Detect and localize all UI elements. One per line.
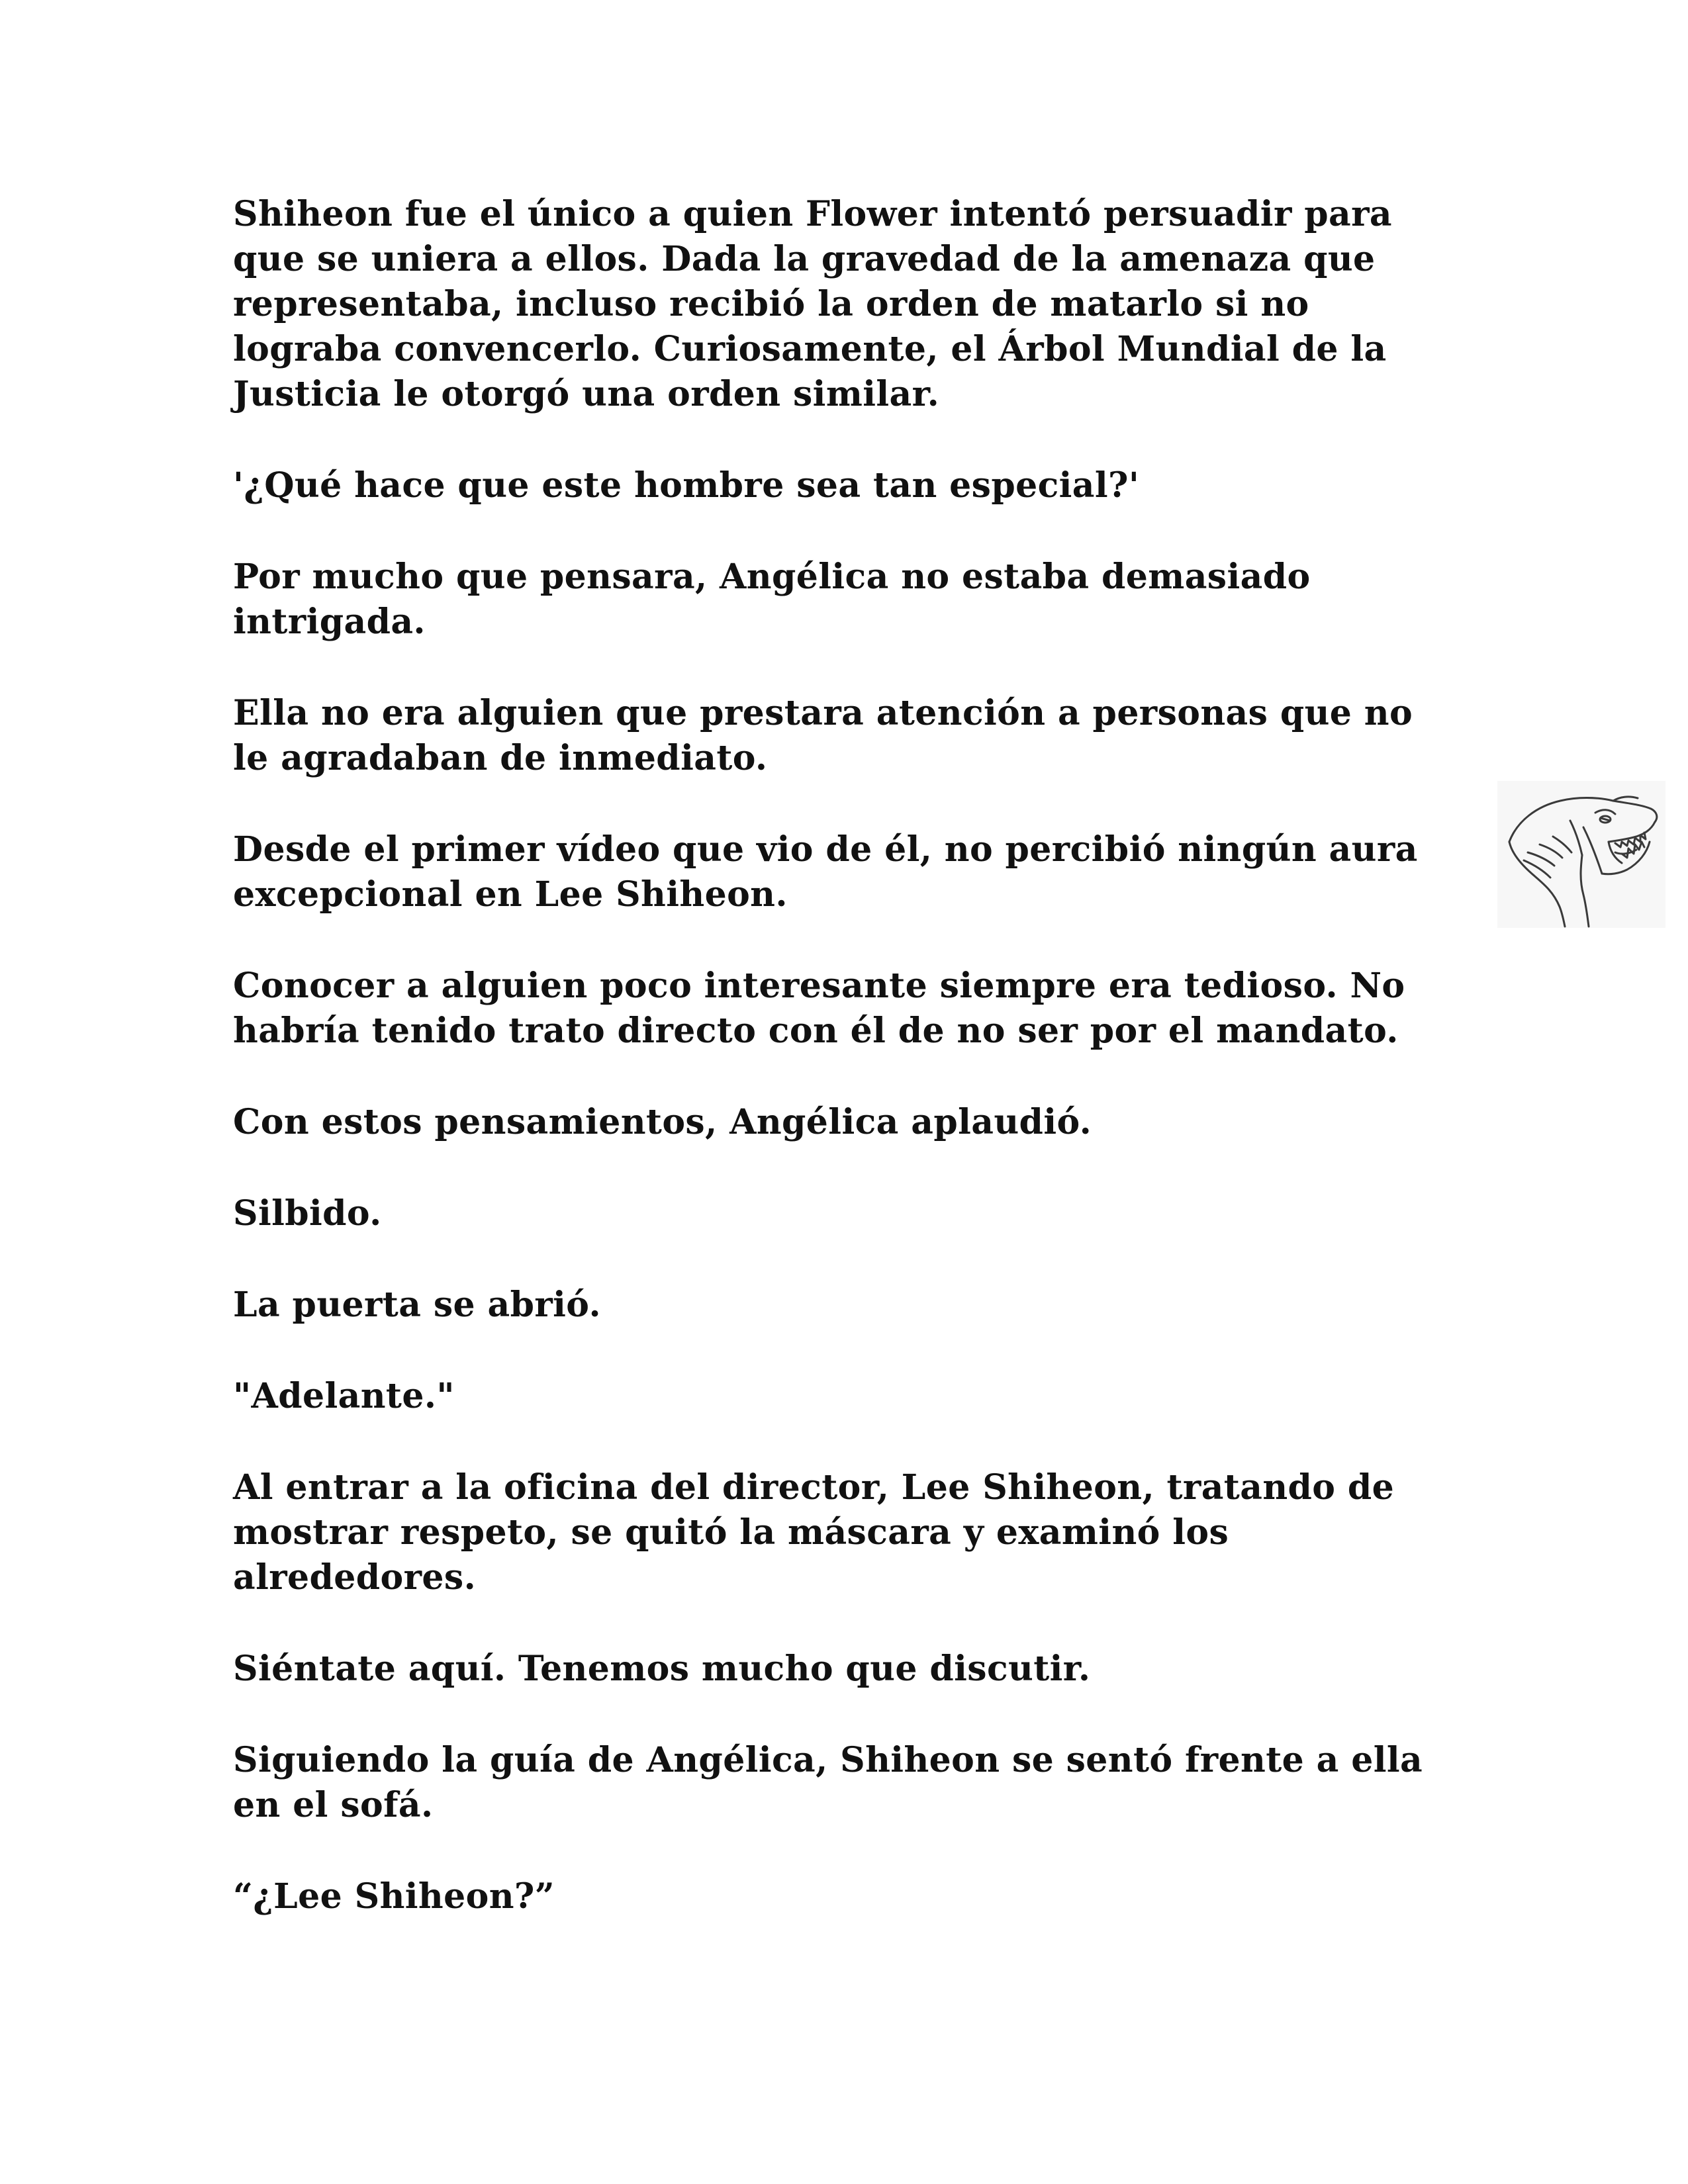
text-line: Al entrar a la oficina del director, Lee Shiheon, tratando de: [233, 1467, 1395, 1508]
text-line: Siguiendo la guía de Angélica, Shiheon se sentó frente a ella: [233, 1740, 1423, 1780]
paragraph: [233, 1874, 1451, 1919]
text-line: Justicia le otorgó una orden similar.: [233, 374, 940, 414]
paragraph: [233, 1465, 1451, 1600]
paragraph: [233, 964, 1451, 1054]
text-line: Ella no era alguien que prestara atención a personas que no: [233, 693, 1413, 733]
paragraph: [233, 1647, 1451, 1692]
paragraph: [233, 192, 1451, 417]
text-line: Silbido.: [233, 1193, 382, 1234]
text-line: Siéntate aquí. Tenemos mucho que discutir.: [233, 1649, 1091, 1689]
paragraph: [233, 1191, 1451, 1236]
paragraph: [233, 827, 1451, 917]
dinosaur-head-drawing: [1497, 781, 1665, 928]
text-line: Con estos pensamientos, Angélica aplaudió.: [233, 1102, 1092, 1142]
paragraph: [233, 1283, 1451, 1328]
text-line: excepcional en Lee Shiheon.: [233, 874, 788, 915]
paragraph: [233, 1738, 1451, 1828]
paragraph: [233, 463, 1451, 508]
text-line: intrigada.: [233, 602, 426, 642]
paragraph: [233, 691, 1451, 781]
paragraph: [233, 1100, 1451, 1145]
text-line: mostrar respeto, se quitó la máscara y examinó los: [233, 1512, 1229, 1553]
text-line: '¿Qué hace que este hombre sea tan especial?': [233, 465, 1140, 506]
text-line: "Adelante.": [233, 1376, 455, 1416]
body-text: [233, 192, 1451, 1966]
text-line: habría tenido trato directo con él de no ser por el mandato.: [233, 1011, 1399, 1051]
paragraph: [233, 1374, 1451, 1419]
text-line: Shiheon fue el único a quien Flower intentó persuadir para: [233, 194, 1392, 234]
text-line: Conocer a alguien poco interesante siempre era tedioso. No: [233, 966, 1405, 1006]
text-line: alrededores.: [233, 1557, 477, 1598]
paragraph: [233, 555, 1451, 645]
dinosaur-head-icon: [1497, 781, 1665, 928]
text-line: lograba convencerlo. Curiosamente, el Árbol Mundial de la: [233, 329, 1387, 369]
text-line: La puerta se abrió.: [233, 1285, 601, 1325]
text-line: Por mucho que pensara, Angélica no estaba demasiado: [233, 557, 1311, 597]
text-line: le agradaban de inmediato.: [233, 738, 768, 778]
text-line: “¿Lee Shiheon?”: [233, 1876, 555, 1917]
text-line: en el sofá.: [233, 1785, 434, 1825]
text-line: que se uniera a ellos. Dada la gravedad de la amenaza que: [233, 239, 1376, 279]
text-line: representaba, incluso recibió la orden de matarlo si no: [233, 284, 1309, 324]
text-line: Desde el primer vídeo que vio de él, no percibió ningún aura: [233, 829, 1418, 870]
